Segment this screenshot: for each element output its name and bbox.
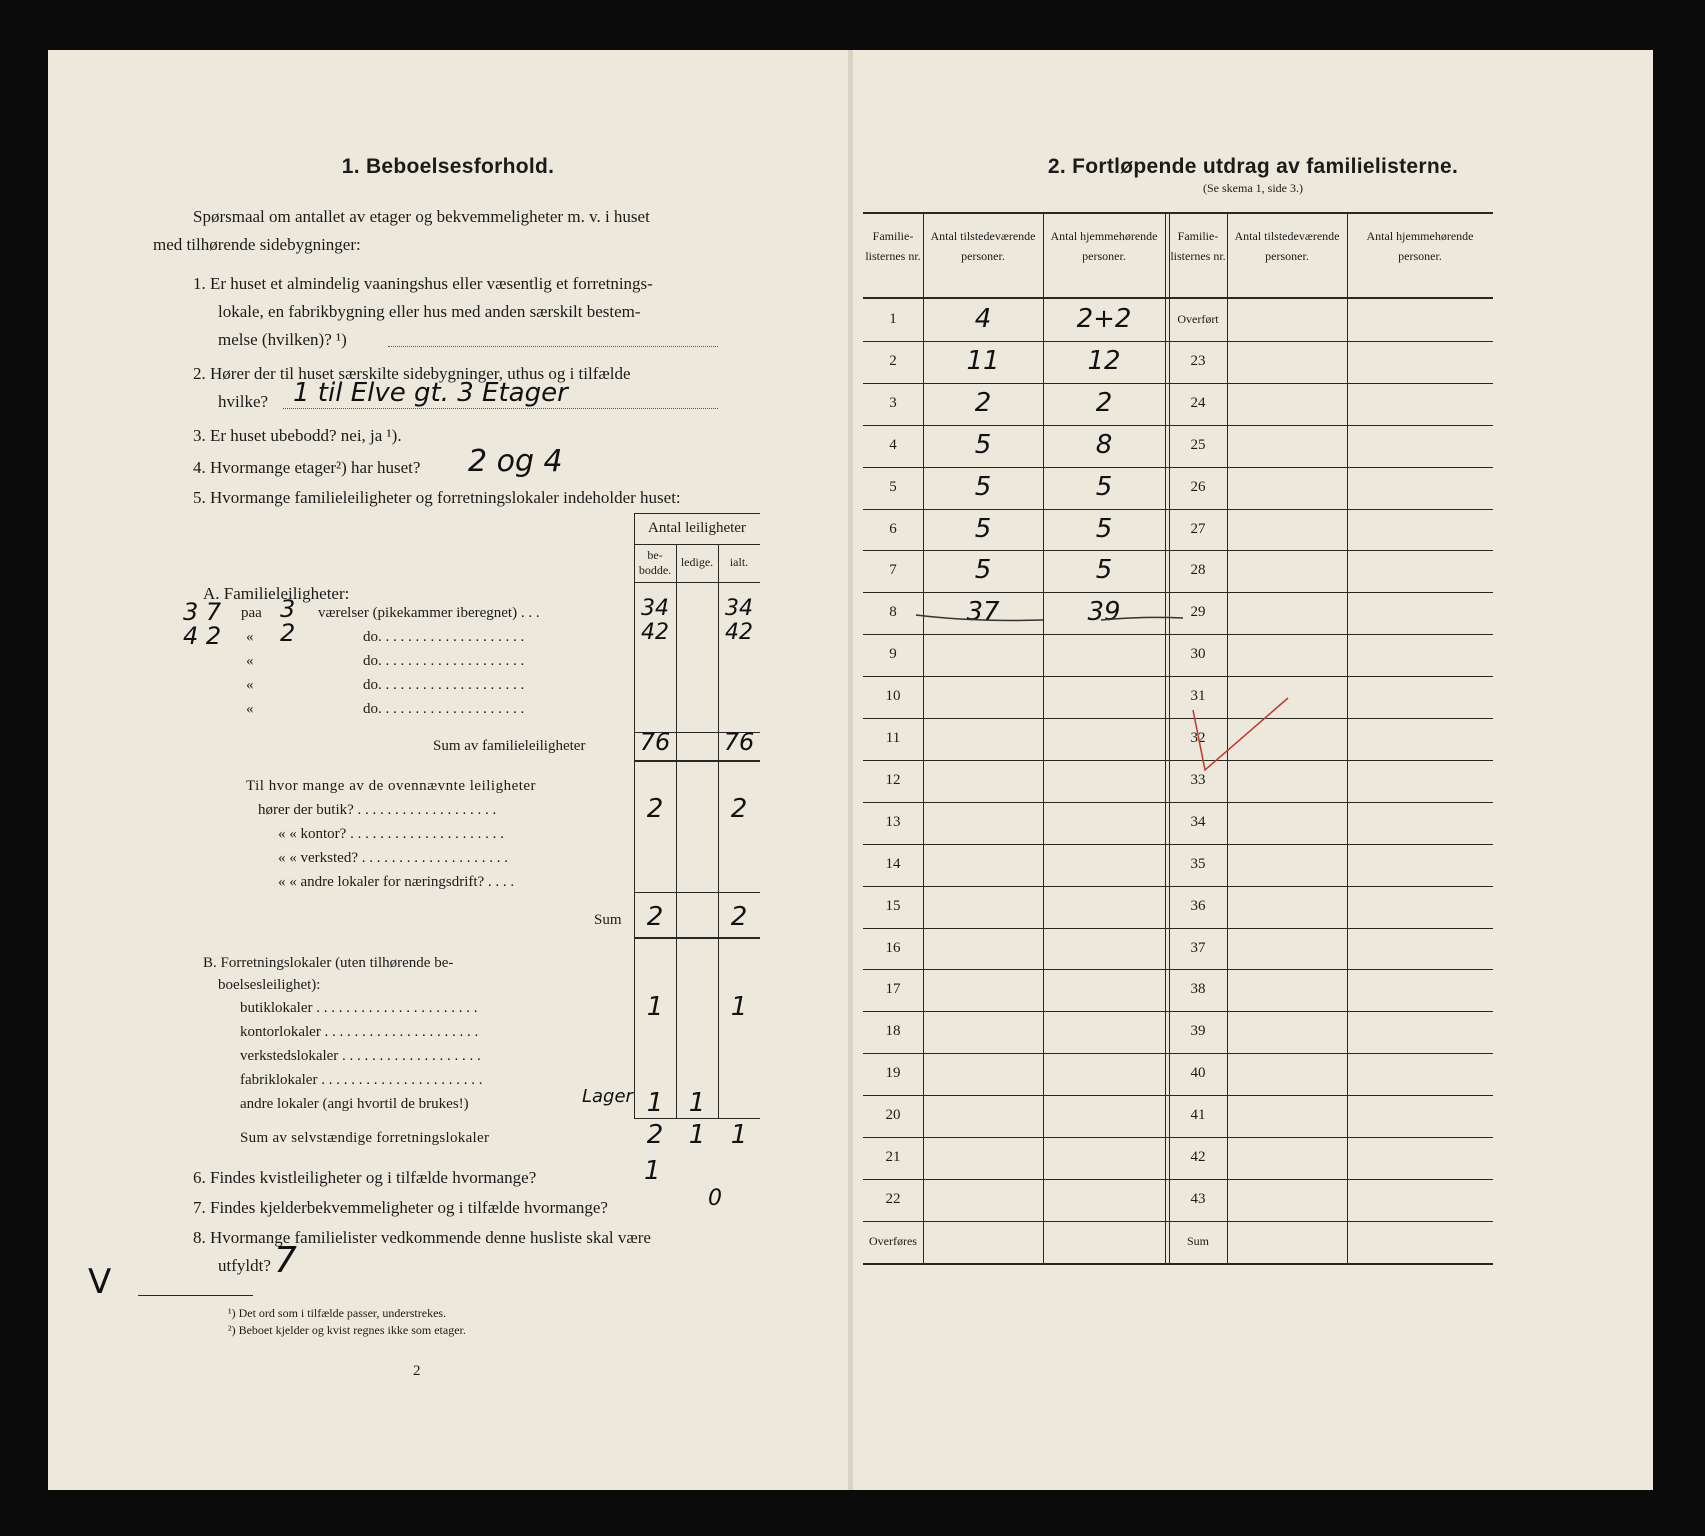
register-row-nr2: 43 — [1190, 1190, 1206, 1207]
q1-line2: lokale, en fabrikbygning eller hus med anden særskilt bestem- — [218, 302, 641, 321]
register-row-tilstede: 5 — [974, 555, 992, 586]
register-row-nr2: 24 — [1190, 394, 1206, 411]
register-row-nr2: 40 — [1190, 1065, 1206, 1082]
sum-shop-label: Sum — [594, 912, 622, 928]
sum-fam-bottom-line — [634, 760, 760, 762]
register-row-hjemme: 2 — [1095, 387, 1113, 418]
register-row-tilstede: 5 — [974, 429, 992, 460]
register-row-nr: 6 — [889, 520, 897, 537]
register-col-header: Antal hjemmehørende personer. — [1366, 229, 1474, 263]
sum-b-ledige: 1 — [688, 1120, 706, 1150]
a-row-margin-note: 3 7 — [183, 598, 222, 626]
shop-row-label: hører der butik? . . . . . . . . . . . . . . . . . . . — [258, 802, 497, 818]
register-col-header: Antal tilstedeværende personer. — [930, 229, 1036, 263]
shop-row-label: « « verksted? . . . . . . . . . . . . . . . . . . . . — [278, 850, 508, 866]
table-header: Antal leiligheter — [648, 520, 746, 536]
register-row-nr: 11 — [885, 730, 901, 746]
register-row-nr: 12 — [885, 771, 901, 788]
b-row-ledige: 1 — [688, 1088, 706, 1118]
register-row-nr2: 27 — [1190, 520, 1206, 537]
b-heading-line1: B. Forretningslokaler (uten tilhørende be- — [203, 955, 454, 971]
q7-answer: 0 — [708, 1186, 722, 1211]
register-row-nr2: 25 — [1190, 436, 1206, 453]
register-row-tilstede: 5 — [974, 471, 992, 502]
sum-fam-ialt: 76 — [723, 728, 755, 756]
register-row-hjemme: 2+2 — [1076, 304, 1132, 334]
left-page — [48, 50, 848, 1490]
q1-line1: 1. Er huset et almindelig vaaningshus eller væsentlig et forretnings- — [193, 274, 653, 293]
footnote-2: ²) Beboet kjelder og kvist regnes ikke som etager. — [228, 1323, 466, 1337]
register-row-nr2: 26 — [1190, 478, 1206, 495]
register-row-nr2: 33 — [1190, 771, 1206, 788]
register-row-nr: 15 — [885, 897, 901, 914]
a-row-label: do. . . . . . . . . . . . . . . . . . . . — [363, 629, 525, 645]
a-heading: A. Familieleiligheter: — [203, 584, 350, 603]
col-ledige: ledige. — [680, 555, 714, 569]
register-row-nr: 10 — [885, 688, 901, 705]
register-col-header: Antal hjemmehørende personer. — [1050, 229, 1158, 263]
red-check-mark — [1193, 698, 1288, 770]
a-row-ialt: 42 — [725, 620, 753, 645]
b-row-note: Lager — [582, 1086, 633, 1107]
b-row-bebodde: 1 — [646, 992, 664, 1022]
register-row-nr2: 34 — [1190, 813, 1206, 830]
register-row-nr: 4 — [889, 436, 897, 453]
shop-row-ialt: 2 — [730, 794, 748, 824]
register-row-nr: 16 — [885, 939, 901, 956]
q1-answer-line — [388, 346, 718, 347]
b-row-bebodde: 1 — [646, 1088, 664, 1118]
register-row-nr2: 39 — [1190, 1023, 1206, 1040]
b-row-label: verkstedslokaler . . . . . . . . . . . . . . . . . . . — [240, 1048, 481, 1064]
register-row-nr: 2 — [889, 352, 897, 369]
sum-b-bebodde: 2 — [646, 1120, 664, 1150]
register-row-nr: 14 — [885, 855, 901, 872]
register-row-nr: Overføres — [869, 1233, 917, 1248]
a-row-prefix: « — [246, 701, 254, 717]
b-row-label: butiklokaler . . . . . . . . . . . . . . . . . . . . . . — [240, 1000, 478, 1016]
margin-check-mark: V — [88, 1262, 112, 1302]
register-row-hjemme: 5 — [1095, 513, 1113, 544]
register-col-header: Familie- listernes nr. — [1170, 229, 1226, 263]
register-row-nr2: 35 — [1190, 855, 1206, 872]
q2-line2: hvilke? — [218, 392, 269, 411]
register-row-nr: 8 — [889, 604, 897, 621]
register-row-nr: 13 — [885, 813, 901, 830]
q7-text: 7. Findes kjelderbekvemmeligheter og i tilfælde hvormange? — [193, 1198, 608, 1217]
register-row-nr: 5 — [889, 478, 897, 495]
register-row-hjemme: 39 — [1087, 597, 1121, 628]
register-row-nr: 3 — [889, 394, 897, 411]
a-row-bebodde: 34 — [641, 596, 669, 621]
register-row-nr: 20 — [885, 1107, 901, 1124]
register-row-nr: 18 — [885, 1023, 901, 1040]
register-col-header: Antal tilstedeværende personer. — [1234, 229, 1340, 263]
register-row-nr2: 31 — [1190, 688, 1206, 705]
register-row-nr2: 32 — [1190, 730, 1206, 746]
sum-fam-label: Sum av familieleiligheter — [433, 738, 586, 754]
b-row-ialt: 1 — [730, 992, 748, 1022]
sum-b-top-line — [634, 1118, 760, 1119]
register-row-nr2: 23 — [1190, 352, 1206, 369]
sum-shop-top-line — [634, 892, 760, 893]
sum-stroke-tilstede — [916, 615, 1043, 620]
register-row-tilstede: 11 — [966, 345, 1000, 376]
q4-answer: 2 og 4 — [468, 444, 563, 479]
register-row-nr2: 30 — [1190, 646, 1206, 663]
register-row-nr: 17 — [885, 981, 901, 998]
register-row-nr2: 36 — [1190, 897, 1206, 914]
register-row-nr: 7 — [889, 562, 897, 579]
a-row-rooms: 2 — [280, 619, 296, 647]
register-row-nr2: 37 — [1190, 939, 1206, 956]
sum-b-label: Sum av selvstændige forretningslokaler — [240, 1130, 490, 1146]
register-col-header: Familie- listernes nr. — [865, 229, 921, 263]
shop-row-label: « « kontor? . . . . . . . . . . . . . . . . . . . . . — [278, 826, 504, 842]
q2-answer-line — [283, 408, 718, 409]
register-row-nr2: 38 — [1190, 981, 1206, 998]
intro-line1: Spørsmaal om antallet av etager og bekvemmeligheter m. v. i huset — [193, 207, 650, 226]
col-ialt: ialt. — [729, 555, 749, 569]
register-row-hjemme: 5 — [1095, 471, 1113, 502]
q6-answer: 1 — [644, 1156, 661, 1186]
q8-line1: 8. Hvormange familielister vedkommende denne husliste skal være — [193, 1228, 651, 1247]
register-row-tilstede: 5 — [974, 513, 992, 544]
q8-answer: 7 — [274, 1240, 297, 1281]
footnote-1: ¹) Det ord som i tilfælde passer, understrekes. — [228, 1306, 447, 1320]
footnote-rule — [138, 1295, 253, 1296]
register-row-nr2: 42 — [1190, 1149, 1206, 1165]
table-top-line — [634, 513, 760, 514]
register-row-nr: 19 — [885, 1065, 901, 1082]
col-bebodde: be- bodde. — [638, 548, 672, 577]
register-row-tilstede: 2 — [974, 387, 992, 418]
sum-shop-bebodde: 2 — [646, 902, 664, 932]
a-row-prefix: « — [246, 629, 254, 645]
q4-text: 4. Hvormange etager²) har huset? — [193, 458, 421, 477]
register-row-hjemme: 12 — [1087, 345, 1121, 376]
b-row-label: kontorlokaler . . . . . . . . . . . . . . . . . . . . . — [240, 1024, 479, 1040]
page-number: 2 — [413, 1363, 421, 1379]
sum-fam-bebodde: 76 — [639, 728, 671, 756]
b-heading-line2: boelsesleilighet): — [218, 977, 321, 993]
q8-line2: utfyldt? — [218, 1256, 271, 1275]
annotation-layer — [853, 50, 1653, 1490]
q2-line1: 2. Hører der til huset særskilte sidebygninger, uthus og i tilfælde — [193, 364, 631, 383]
sum-shop-ialt: 2 — [730, 902, 748, 932]
right-section-title: 2. Fortløpende utdrag av familielisterne. — [1047, 155, 1459, 178]
a-row-prefix: « — [246, 677, 254, 693]
register-row-nr2: 28 — [1190, 562, 1206, 579]
left-section-title: 1. Beboelsesforhold. — [341, 155, 555, 178]
a-row-rooms: 3 — [280, 595, 296, 623]
table-col-divider-1 — [676, 544, 677, 1118]
register-row-nr: 1 — [889, 311, 897, 327]
register-row-tilstede: 37 — [966, 597, 1000, 628]
a-row-prefix: paa — [241, 605, 262, 621]
q3-text: 3. Er huset ubebodd? nei, ja ¹). — [193, 426, 402, 445]
register-row-nr2: Sum — [1186, 1233, 1209, 1248]
register-row-hjemme: 8 — [1095, 429, 1113, 460]
register-row-nr2: 41 — [1190, 1107, 1206, 1124]
table-subheader-line — [634, 582, 760, 583]
b-row-label: andre lokaler (angi hvortil de brukes!) — [240, 1096, 469, 1112]
sum-shop-bottom-line — [634, 937, 760, 939]
a-row-label: værelser (pikekammer iberegnet) . . . — [318, 605, 540, 621]
register-row-hjemme: 5 — [1095, 555, 1113, 586]
register-row-nr2: 29 — [1190, 604, 1206, 621]
q5-text: 5. Hvormange familieleiligheter og forretningslokaler indeholder huset: — [193, 488, 681, 507]
shop-row-label: « « andre lokaler for næringsdrift? . . . . — [278, 874, 515, 890]
table-header-line — [634, 544, 760, 545]
register-row-tilstede: 4 — [974, 304, 992, 334]
q1-line3: melse (hvilken)? ¹) — [218, 330, 347, 349]
shop-row-bebodde: 2 — [646, 794, 664, 824]
intro-line2: med tilhørende sidebygninger: — [153, 235, 361, 254]
sum-b-ialt: 1 — [730, 1120, 748, 1150]
register-row-nr: 21 — [885, 1149, 901, 1165]
sum-stroke-hjemme — [1101, 617, 1183, 620]
a-row-ialt: 34 — [725, 596, 753, 621]
shop-intro: Til hvor mange av de ovennævnte leiligheter — [246, 778, 537, 794]
q2-answer: 1 til Elve gt. 3 Etager — [293, 378, 568, 408]
right-page — [853, 50, 1653, 1490]
a-row-label: do. . . . . . . . . . . . . . . . . . . . — [363, 653, 525, 669]
register-row-nr2: Overført — [1177, 312, 1219, 326]
a-row-prefix: « — [246, 653, 254, 669]
a-row-label: do. . . . . . . . . . . . . . . . . . . . — [363, 701, 525, 717]
q6-text: 6. Findes kvistleiligheter og i tilfælde hvormange? — [193, 1168, 537, 1187]
a-row-label: do. . . . . . . . . . . . . . . . . . . . — [363, 677, 525, 693]
a-row-margin-note: 4 2 — [183, 622, 222, 650]
b-row-label: fabriklokaler . . . . . . . . . . . . . . . . . . . . . . — [240, 1072, 483, 1088]
register-row-nr: 9 — [889, 646, 897, 663]
a-row-bebodde: 42 — [641, 620, 669, 645]
register-row-nr: 22 — [885, 1190, 901, 1207]
right-subtitle: (Se skema 1, side 3.) — [1203, 181, 1303, 195]
